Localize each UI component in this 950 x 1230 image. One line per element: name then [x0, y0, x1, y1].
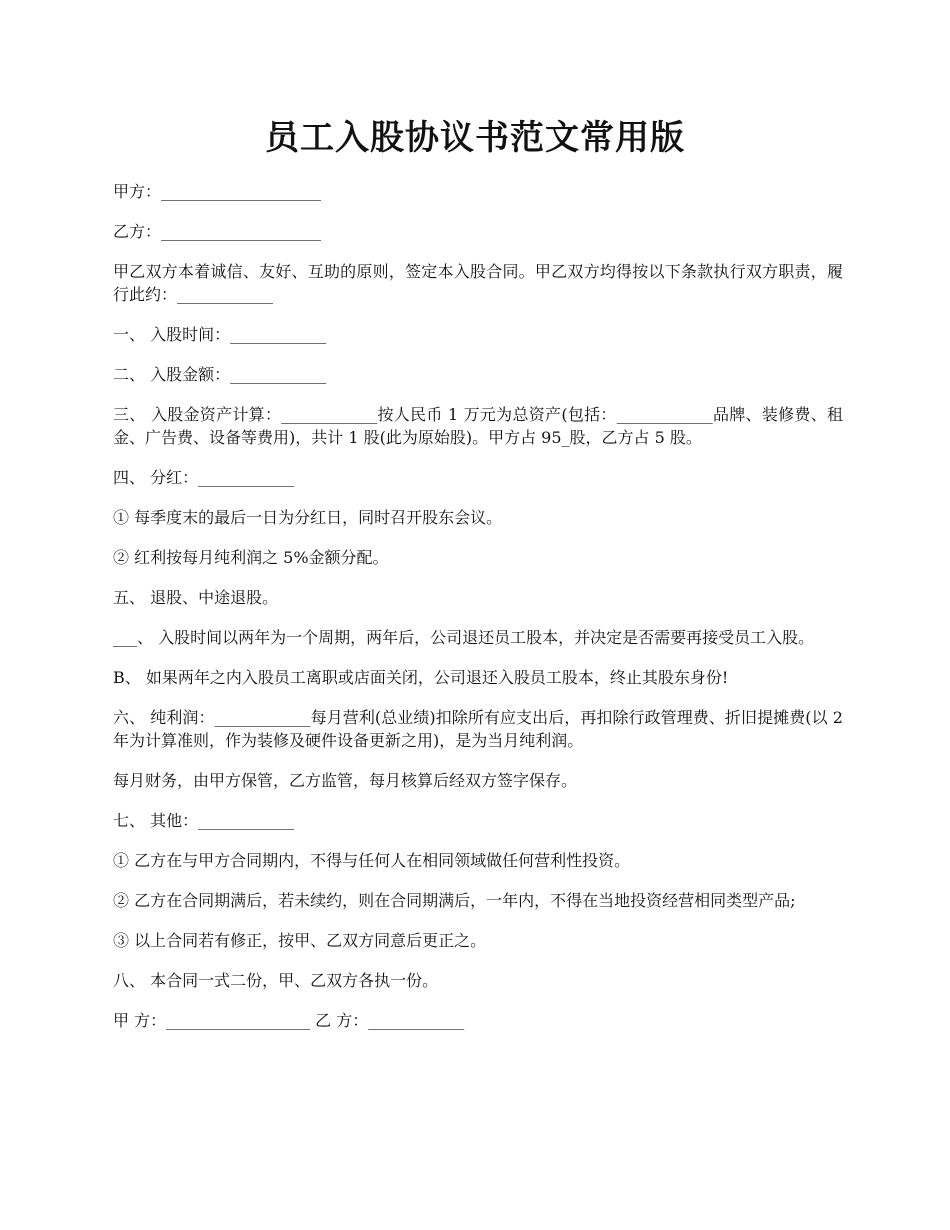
- clause-7-other: 七、 其他：____________: [113, 811, 295, 830]
- clause-7-item-1: ① 乙方在与甲方合同期内，不得与任何人在相同领域做任何营利性投资。: [113, 851, 631, 870]
- document-body: [113, 180, 849, 1049]
- clause-8-copies: 八、 本合同一式二份，甲、乙双方各执一份。: [113, 971, 439, 990]
- clause-7-item-2: ② 乙方在合同期满后，若未续约，则在合同期满后，一年内，不得在当地投资经营相同类型产品;: [113, 891, 796, 910]
- signature-line: 甲 方：__________________ 乙 方：____________: [113, 1011, 465, 1030]
- clause-4-item-1: ① 每季度末的最后一日为分红日，同时召开股东会议。: [113, 508, 503, 527]
- clause-7-item-3: ③ 以上合同若有修正，按甲、乙双方同意后更正之。: [113, 931, 487, 950]
- party-a-line: 甲方：____________________: [113, 182, 322, 201]
- clause-5-withdrawal: 五、 退股、中途退股。: [113, 588, 279, 607]
- clause-5-item-b: B、 如果两年之内入股员工离职或店面关闭，公司退还入股员工股本，终止其股东身份!: [113, 668, 729, 687]
- clause-4-dividend: 四、 分红：____________: [113, 468, 295, 487]
- party-b-line: 乙方：____________________: [113, 222, 322, 241]
- clause-5-item-a: ___、 入股时间以两年为一个周期，两年后，公司退还员工股本，并决定是否需要再接受员工入股。: [113, 628, 815, 647]
- clause-6-finance-note: 每月财务，由甲方保管，乙方监管，每月核算后经双方签字保存。: [113, 771, 578, 790]
- preamble-paragraph: 甲乙双方本着诚信、友好、互助的原则，签定本入股合同。甲乙双方均得按以下条款执行双方职责，履行此约：____________: [113, 262, 843, 304]
- document-title: 员工入股协议书范文常用版: [265, 118, 685, 158]
- clause-4-item-2: ② 红利按每月纯利润之 5%金额分配。: [113, 548, 389, 567]
- clause-2-share-amount: 二、 入股金额：____________: [113, 365, 327, 384]
- clause-1-share-time: 一、 入股时间：____________: [113, 325, 327, 344]
- clause-6-net-profit: 六、 纯利润：____________每月营利(总业绩)扣除所有应支出后，再扣除行政管理费、折旧提摊费(以 2 年为计算准则，作为装修及硬件设备更新之用)，是为当月纯利润。: [113, 708, 849, 750]
- clause-3-asset-calculation: 三、 入股金资产计算：____________按人民币 1 万元为总资产(包括：____________品牌、装修费、租金、广告费、设备等费用)，共计 1 股(此为原始股)。甲方占 95_股，乙方占 5 股。: [113, 405, 843, 447]
